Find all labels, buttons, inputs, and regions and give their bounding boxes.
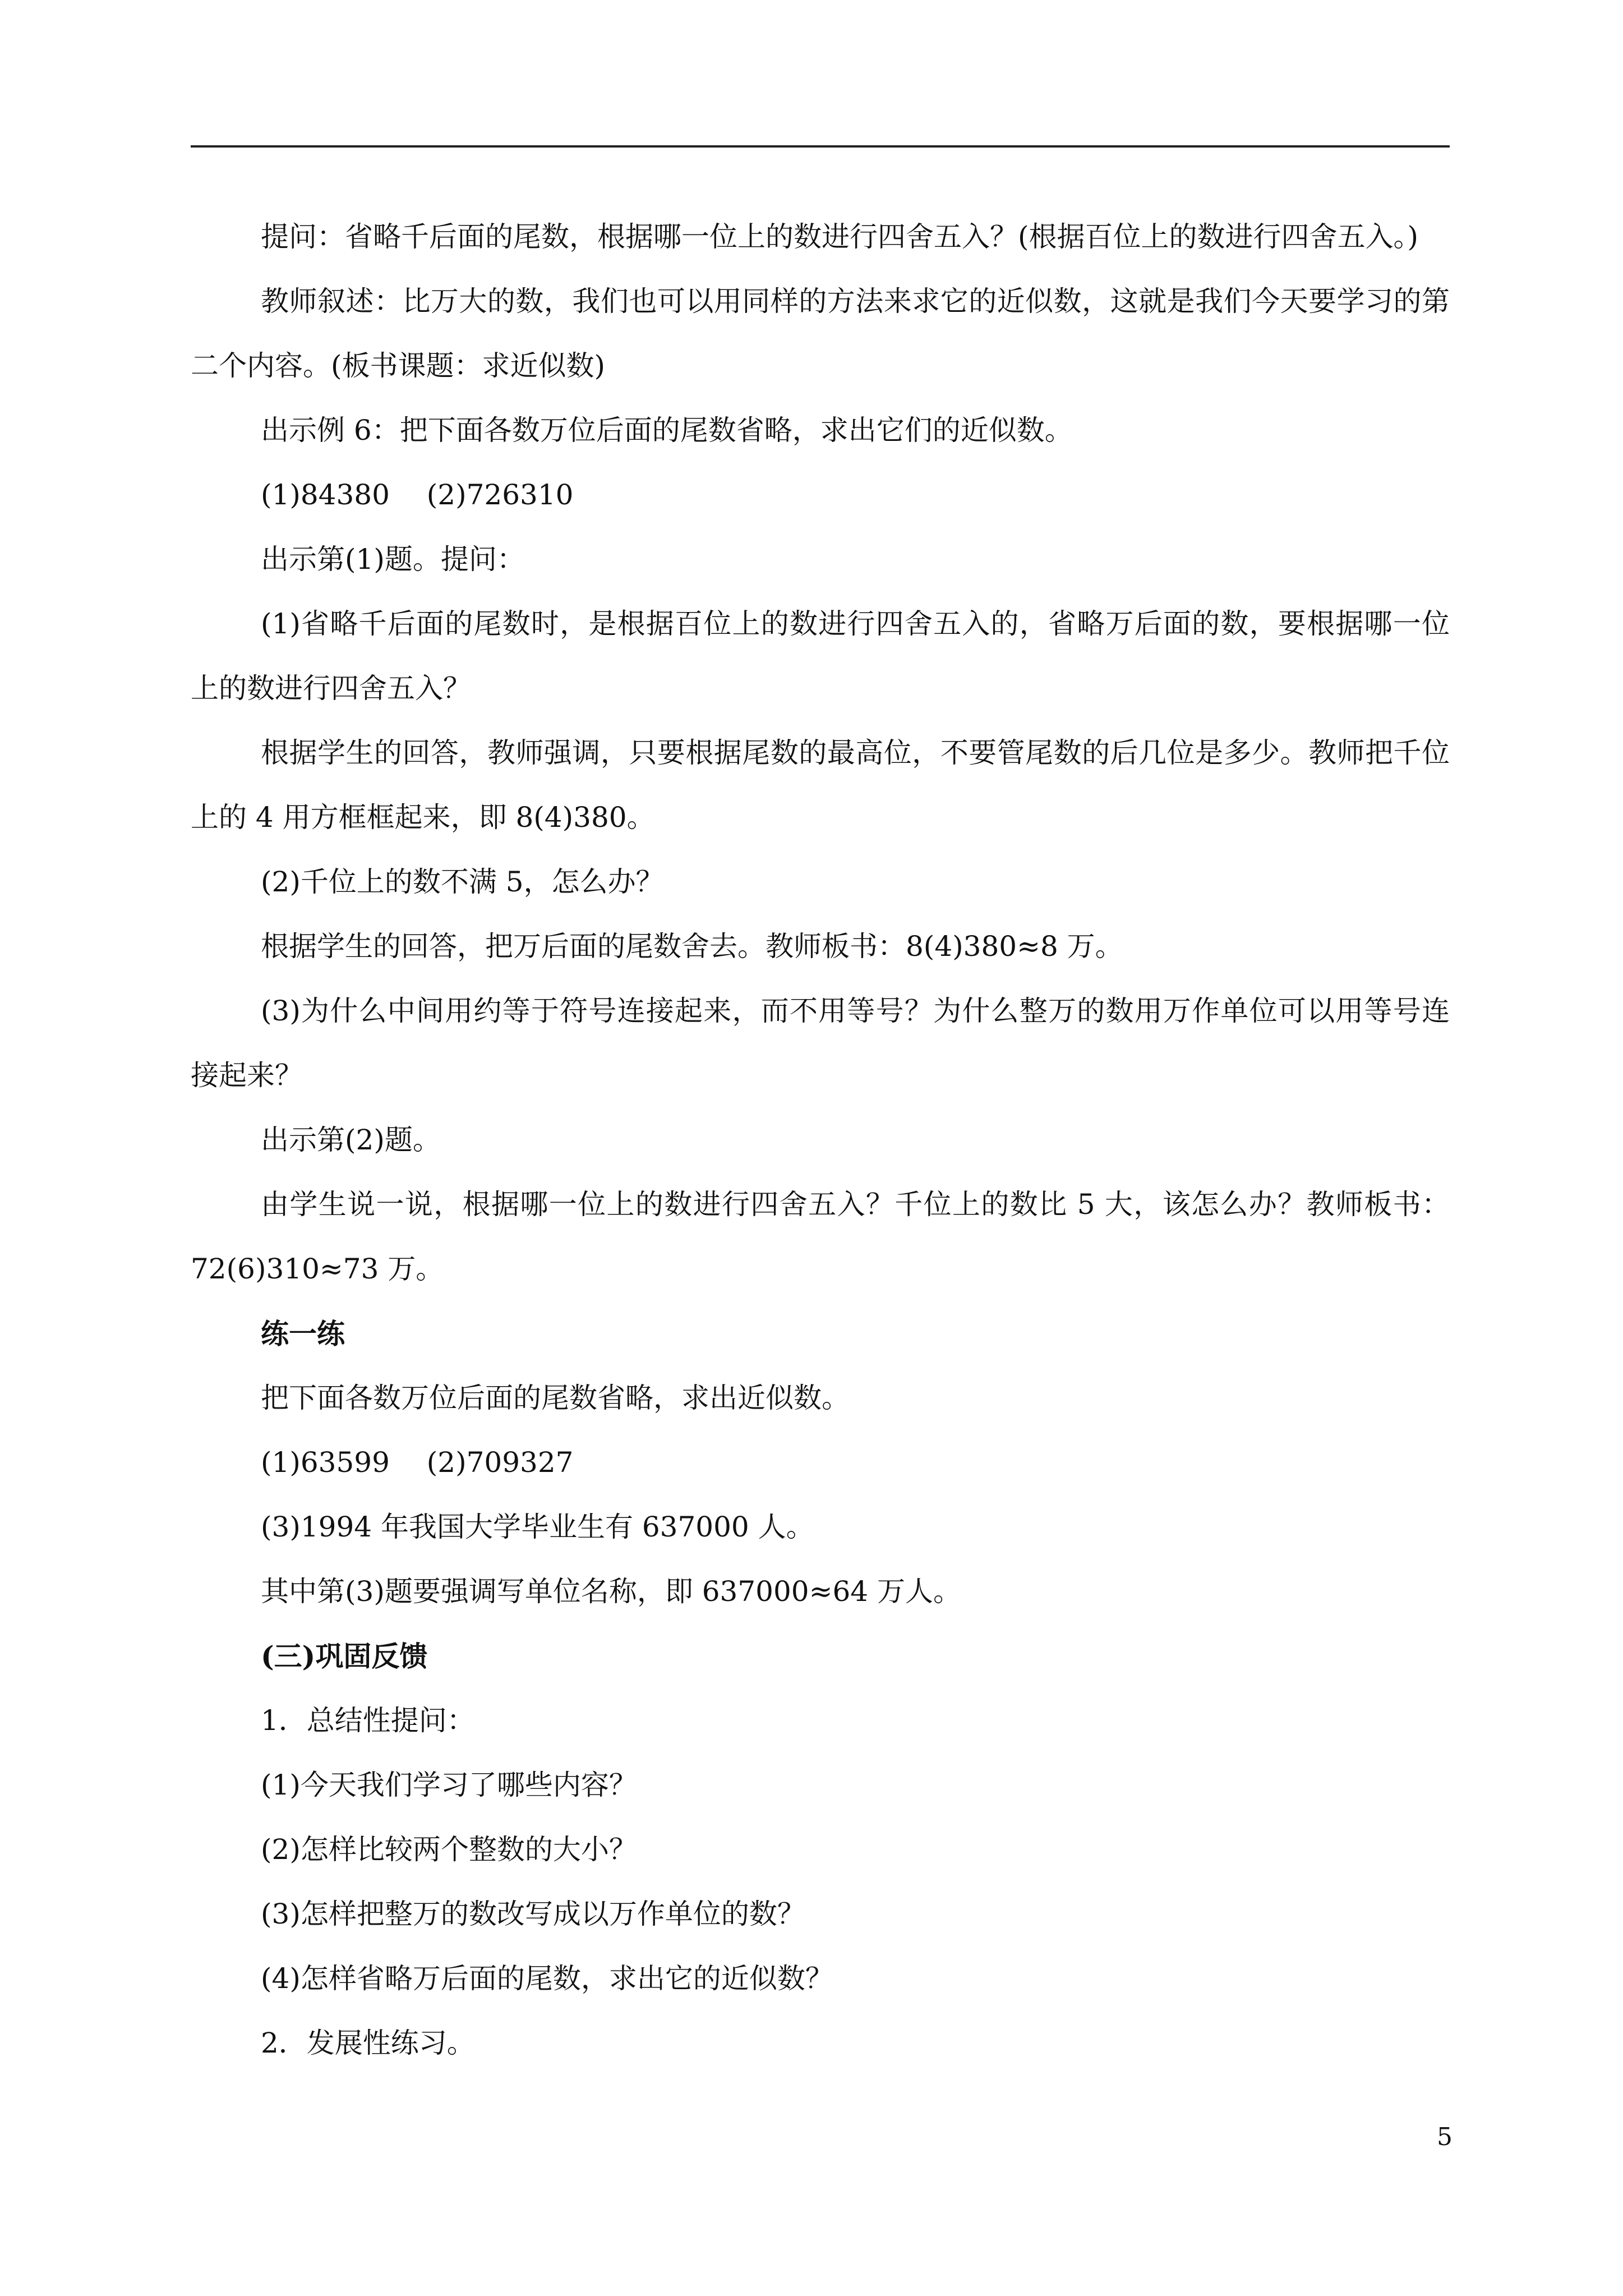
- paragraph-question-2: (2)千位上的数不满 5，怎么办？: [261, 866, 664, 898]
- header-rule: [191, 145, 1450, 148]
- paragraph-summary-q3: (3)怎样把整万的数改写成以万作单位的数？: [261, 1898, 805, 1930]
- paragraph-teacher-narration: 教师叙述：比万大的数，我们也可以用同样的方法来求它的近似数，这就是我们今天要学习的第二个内容。(板书课题：求近似数): [191, 285, 1450, 382]
- document-body: [191, 205, 1450, 2076]
- paragraph-practice-note: 其中第(3)题要强调写单位名称，即 637000≈64 万人。: [261, 1575, 961, 1608]
- paragraph-summary-q1: (1)今天我们学习了哪些内容？: [261, 1769, 637, 1801]
- paragraph-summary-q4: (4)怎样省略万后面的尾数，求出它的近似数？: [261, 1962, 833, 1995]
- paragraph-practice-instruction: 把下面各数万位后面的尾数省略，求出近似数。: [261, 1382, 850, 1414]
- paragraph-development-practice: 2．发展性练习。: [261, 2027, 475, 2059]
- paragraph-show-problem-2: 出示第(2)题。: [261, 1124, 441, 1156]
- heading-practice: 练一练: [261, 1317, 345, 1350]
- paragraph-question-3: (3)为什么中间用约等于符号连接起来，而不用等号？为什么整万的数用万作单位可以用等号连接起来？: [191, 995, 1450, 1092]
- paragraph-show-problem-1: 出示第(1)题。提问：: [261, 543, 525, 576]
- page-number: 5: [1437, 2123, 1453, 2151]
- paragraph-board-note-1: 根据学生的回答，把万后面的尾数舍去。教师板书：8(4)380≈8 万。: [261, 930, 1123, 963]
- paragraph-question-1: (1)省略千后面的尾数时，是根据百位上的数进行四舍五入的，省略万后面的数，要根据哪一位上的数进行四舍五入？: [191, 608, 1450, 705]
- paragraph-practice-numbers: (1)63599 (2)709327: [261, 1446, 574, 1479]
- paragraph-practice-3: (3)1994 年我国大学毕业生有 637000 人。: [261, 1511, 814, 1543]
- paragraph-example-6: 出示例 6：把下面各数万位后面的尾数省略，求出它们的近似数。: [261, 414, 1073, 447]
- paragraph-summary-questions: 1．总结性提问：: [261, 1704, 475, 1737]
- paragraph-student-explain: 由学生说一说，根据哪一位上的数进行四舍五入？千位上的数比 5 大，该怎么办？教师板书：72(6)310≈73 万。: [191, 1188, 1450, 1285]
- paragraph-summary-q2: (2)怎样比较两个整数的大小？: [261, 1833, 637, 1866]
- paragraph-teacher-emphasis: 根据学生的回答，教师强调，只要根据尾数的最高位，不要管尾数的后几位是多少。教师把千位上的 4 用方框框起来，即 8(4)380。: [191, 737, 1450, 834]
- paragraph-example-6-numbers: (1)84380 (2)726310: [261, 478, 574, 511]
- heading-consolidation: (三)巩固反馈: [261, 1640, 428, 1673]
- paragraph-question-thousands: 提问：省略千后面的尾数，根据哪一位上的数进行四舍五入？(根据百位上的数进行四舍五入。): [261, 220, 1419, 253]
